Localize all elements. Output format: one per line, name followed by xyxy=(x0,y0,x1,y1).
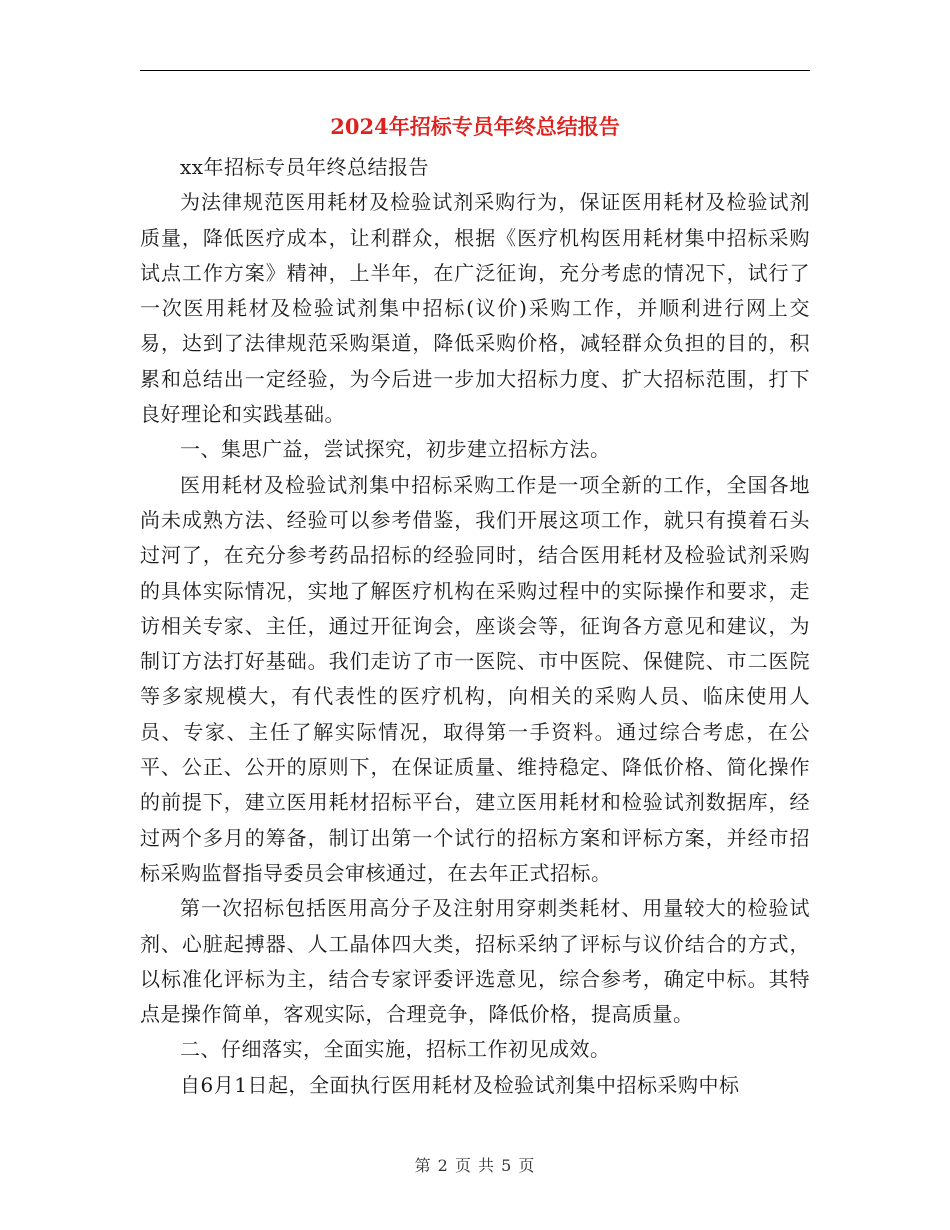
header-rule xyxy=(140,70,810,71)
intro-paragraph: 为法律规范医用耗材及检验试剂采购行为，保证医用耗材及检验试剂质量，降低医疗成本，让利群众，根据《医疗机构医用耗材集中招标采购试点工作方案》精神，上半年，在广泛征询，充分考虑的情况下，试行了一次医用耗材及检验试剂集中招标(议价)采购工作，并顺利进行网上交易，达到了法律规范采购渠道，降低采购价格，减轻群众负担的目的，积累和总结出一定经验，为今后进一步加大招标力度、扩大招标范围，打下良好理论和实践基础。 xyxy=(140,190,810,427)
section-heading-2: 二、仔细落实，全面实施，招标工作初见成效。 xyxy=(180,1037,611,1062)
section-2-paragraph: 自6月1日起，全面执行医用耗材及检验试剂集中招标采购中标 xyxy=(180,1072,740,1097)
page-number-footer: 第 2 页 共 5 页 xyxy=(414,1156,536,1175)
section-1-paragraph: 医用耗材及检验试剂集中招标采购工作是一项全新的工作，全国各地尚未成熟方法、经验可以参考借鉴，我们开展这项工作，就只有摸着石头过河了，在充分参考药品招标的经验同时，结合医用耗材及检验试剂采购的具体实际情况，实地了解医疗机构在采购过程中的实际操作和要求，走访相关专家、主任，通过开征询会，座谈会等，征询各方意见和建议，为制订方法打好基础。我们走访了市一医院、市中医院、保健院、市二医院等多家规模大，有代表性的医疗机构，向相关的采购人员、临床使用人员、专家、主任了解实际情况，取得第一手资料。通过综合考虑，在公平、公正、公开的原则下，在保证质量、维持稳定、降低价格、简化操作的前提下，建立医用耗材招标平台，建立医用耗材和检验试剂数据库，经过两个多月的筹备，制订出第一个试行的招标方案和评标方案，并经市招标采购监督指导委员会审核通过，在去年正式招标。 xyxy=(140,472,810,885)
subtitle-paragraph: xx年招标专员年终总结报告 xyxy=(180,155,430,179)
section-heading-1: 一、集思广益，尝试探究，初步建立招标方法。 xyxy=(180,437,611,462)
document-title: 2024年招标专员年终总结报告 xyxy=(330,114,620,139)
first-bidding-paragraph: 第一次招标包括医用高分子及注射用穿刺类耗材、用量较大的检验试剂、心脏起搏器、人工晶体四大类，招标采纳了评标与议价结合的方式，以标准化评标为主，结合专家评委评选意见，综合参考，确定中标。其特点是操作简单，客观实际，合理竞争，降低价格，提高质量。 xyxy=(140,896,810,1027)
document-body xyxy=(140,150,810,1103)
